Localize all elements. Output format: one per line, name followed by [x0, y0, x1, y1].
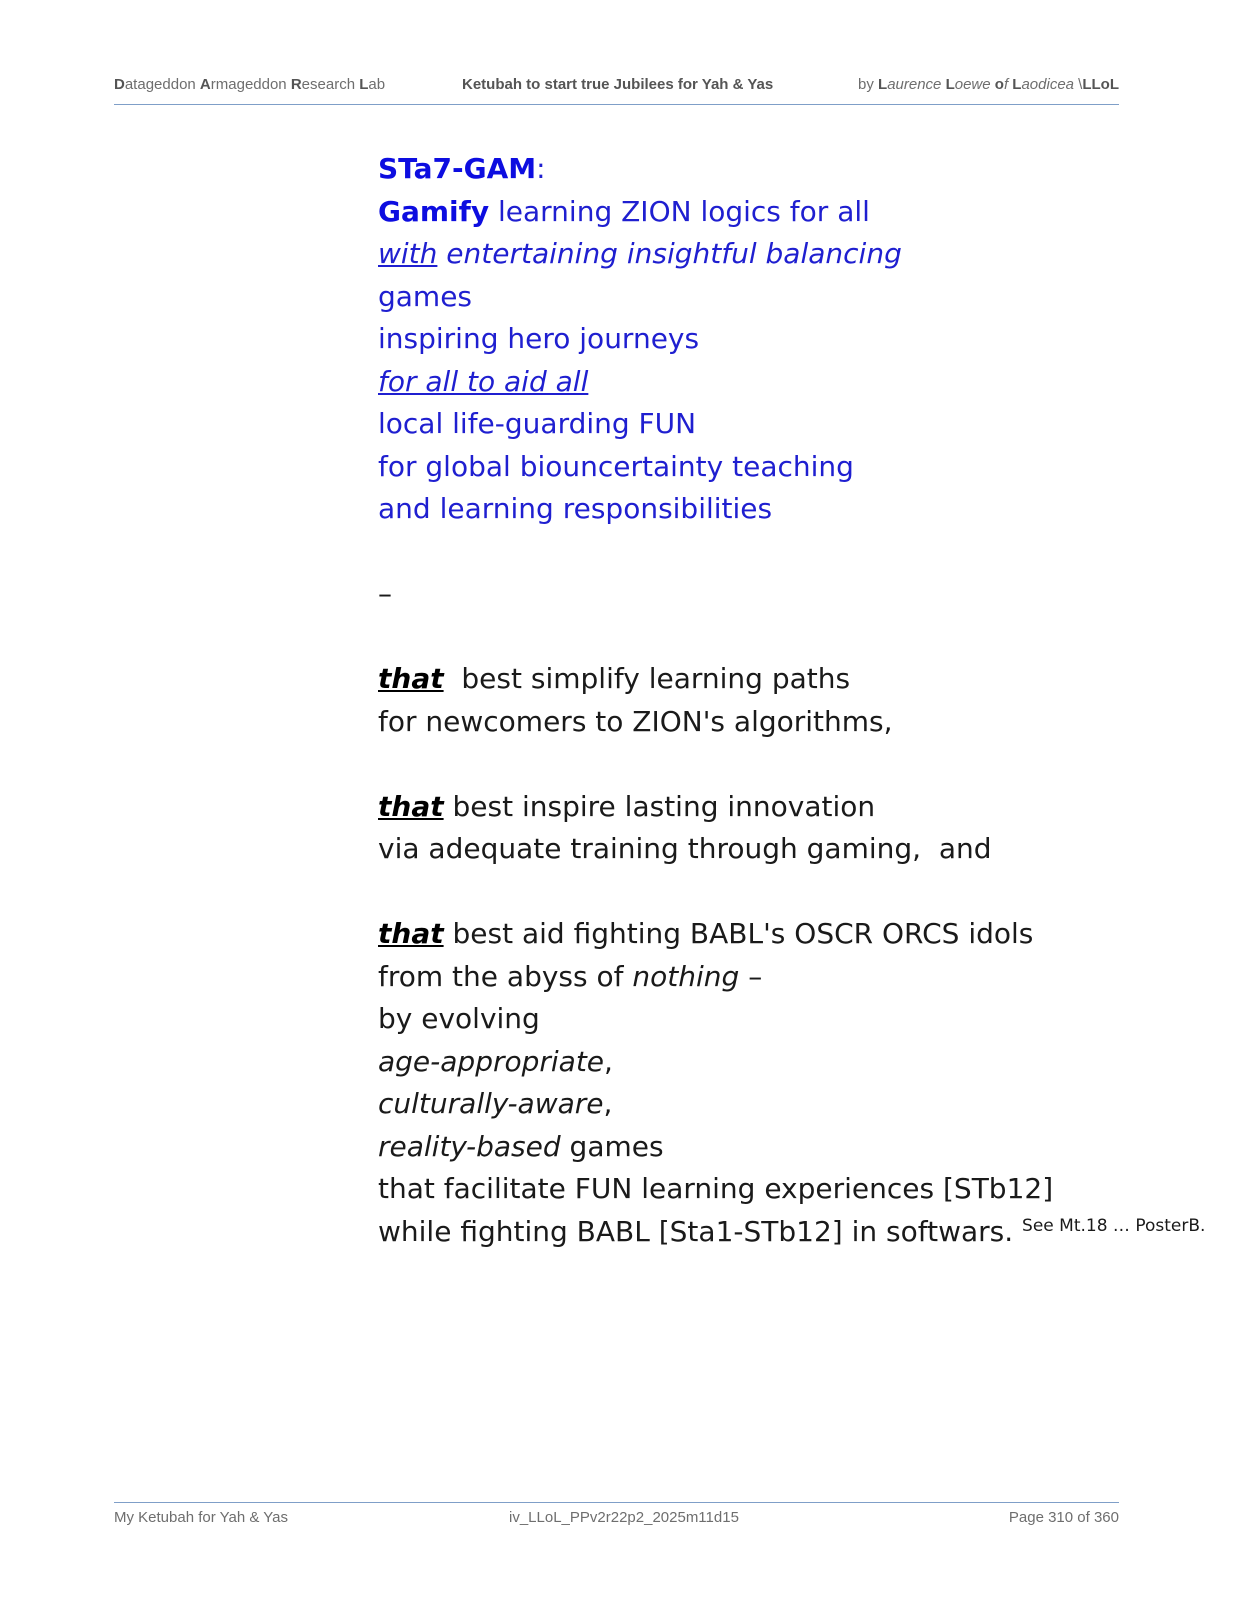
- body-line: inspiring hero journeys: [378, 322, 700, 355]
- header-rule: [114, 104, 1119, 105]
- body-line: while fighting BABL [Sta1-STb12] in softwars. $^{See Mt.18 \dots PosterB.}$: [378, 1214, 1206, 1248]
- body-line: that best simplify learning paths: [378, 662, 851, 695]
- footer-rule: [114, 1502, 1119, 1503]
- reference-note: See Mt.18 … PosterB.: [1022, 1215, 1206, 1236]
- page-body: [378, 148, 1206, 1253]
- header-document-title: Ketubah to start true Jubilees for Yah & Yas: [462, 76, 774, 93]
- body-line: local life-guarding FUN: [378, 407, 697, 440]
- body-line: that facilitate FUN learning experiences [STb12]: [378, 1172, 1054, 1205]
- footer-title: My Ketubah for Yah & Yas: [114, 1509, 288, 1526]
- body-line: by evolving: [378, 1002, 540, 1035]
- body-line: games: [378, 279, 473, 313]
- header-author: by Laurence Loewe of Laodicea \LLoL: [858, 76, 1119, 93]
- body-line: reality-based games: [378, 1129, 664, 1163]
- dash-separator: –: [378, 577, 392, 610]
- body-line: via adequate training through gaming, and: [378, 832, 992, 865]
- body-line: from the abyss of nothing –: [378, 959, 763, 993]
- header-lab-name: Datageddon Armageddon Research Lab: [114, 76, 386, 93]
- body-line: with entertaining insightful balancing: [378, 237, 902, 270]
- page-footer: [114, 1509, 1119, 1529]
- body-line: for all to aid all: [378, 364, 589, 398]
- body-line: culturally-aware,: [378, 1087, 613, 1120]
- page-header: [114, 76, 1119, 98]
- body-line: that best aid fighting BABL's OSCR ORCS idols: [378, 917, 1034, 950]
- body-line: for newcomers to ZION's algorithms,: [378, 704, 893, 738]
- body-line: that best inspire lasting innovation: [378, 789, 876, 823]
- body-line: for global biouncertainty teaching: [378, 449, 854, 483]
- page-number: Page 310 of 360: [1008, 1509, 1119, 1526]
- footer-version: iv_LLoL_PPv2r22p2_2025m11d15: [509, 1509, 739, 1526]
- body-line: age-appropriate,: [378, 1044, 613, 1078]
- body-line: Gamify learning ZION logics for all: [378, 194, 870, 228]
- section-title: STa7-GAM:: [378, 152, 546, 185]
- body-line: and learning responsibilities: [378, 492, 773, 525]
